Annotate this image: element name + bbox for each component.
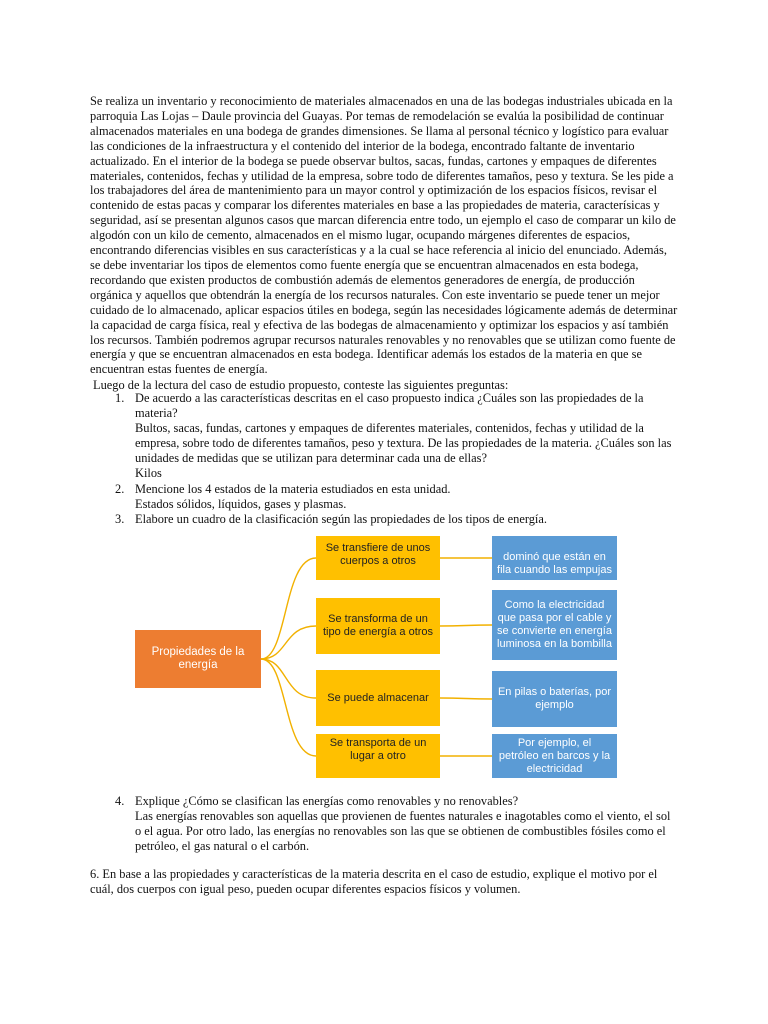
property-node: Se puede almacenar bbox=[316, 670, 440, 726]
connector-line bbox=[261, 558, 316, 659]
question-number: 4. bbox=[115, 794, 125, 808]
example-node: Como la electricidad que pasa por el cable y se convierte en energía luminosa en la bombilla bbox=[492, 590, 617, 660]
connector-line bbox=[261, 626, 316, 659]
question-6: 6. En base a las propiedades y características de la materia descrita en el caso de estudio, explique el motivo por el cuál, dos cuerpos con igual peso, pueden ocupar diferentes espacios físicos y volumen. bbox=[90, 867, 658, 896]
example-node: dominó que están en fila cuando las empujas bbox=[492, 536, 617, 580]
answer-text: Bultos, sacas, fundas, cartones y empaques de diferentes materiales, contenidos, fechas y utilidad de la empresa, sobre todo de diferentes tamaños, peso y textura. De las propiedades de la materia. ¿Cuáles son las unidades de medidas que se utilizan para determinar cada una de ellas? bbox=[135, 420, 672, 465]
example-node: Por ejemplo, el petróleo en barcos y la electricidad bbox=[492, 734, 617, 778]
property-node: Se transporta de un lugar a otro bbox=[316, 734, 440, 778]
answer-text: Estados sólidos, líquidos, gases y plasmas. bbox=[135, 496, 347, 511]
question-number: 3. bbox=[115, 512, 125, 526]
diagram-root-node: Propiedades de la energía bbox=[135, 630, 261, 688]
energy-properties-diagram bbox=[133, 534, 629, 778]
connector-line bbox=[261, 659, 316, 756]
property-node: Se transfiere de unos cuerpos a otros bbox=[316, 536, 440, 580]
question-text: De acuerdo a las características descritas en el caso propuesto indica ¿Cuáles son las propiedades de la materia? bbox=[135, 391, 644, 420]
question-text: Explique ¿Cómo se clasifican las energías como renovables y no renovables? bbox=[135, 794, 519, 808]
connector-line bbox=[261, 659, 316, 698]
question-text: Mencione los 4 estados de la materia estudiados en esta unidad. bbox=[135, 482, 451, 496]
intro-paragraph: Se realiza un inventario y reconocimiento de materiales almacenados en una de las bodegas industriales ubicada en la parroquia Las Lojas – Daule provincia del Guayas. Por temas de remodelación se evalúa la posibilidad de continuar almacenados materiales en una bodega de grandes dimensiones. Se llama al personal técnico y logístico para evaluar las condiciones de la infraestructura y el contenido del interior de la bodega, encontrado faltante de inventario actualizado. En el interior de la bodega se puede observar bultos, sacas, fundas, cartones y empaques de diferentes materiales, contenidos, fechas y utilidad de la empresa, sobre todo de diferentes tamaños, peso y textura. Se les pide a los trabajadores del área de mantenimiento para un mayor control y optimización de los espacios físicos, revisar el contenido de estas pacas y comparar los diferentes materiales en base a las propiedades de materia, caracterísicas y seguridad, así se presentan algunos casos que marcan diferencia entre todo, un ejemplo el caso de comparar un kilo de algodón con un kilo de cemento, almacenados en el mismo lugar, ocupando márgenes diferentes de espacios, encontrando diferencias visibles en sus características y a la cual se hace referencia al inicio del enunciado. Además, se debe inventariar los tipos de elementos como fuente energía que se encuentran almacenados en esta bodega, recordando que existen productos de combustión además de elementos generadores de energía, de producción orgánica y aquellos que obtendrán la energía de los recursos naturales. Con este inventario se puede tener un mejor cuidado de lo almacenado, aplicar espacios útiles en bodega, según las necesidades lógicamente además de determinar la capacidad de carga física, real y efectiva de las bodegas de almacenamiento y optimizar los espacios y así también los recursos. También podremos agrupar recursos naturales renovables y no renovables que se utilizan como fuente de energía y que se encuentran almacenados en esta bodega. Identificar además los estados de la materia en que se encuentran estas fuentes de energía. bbox=[90, 94, 678, 377]
question-number: 1. bbox=[115, 391, 125, 405]
connector-line bbox=[440, 625, 492, 626]
question-text: Elabore un cuadro de la clasificación según las propiedades de los tipos de energía. bbox=[135, 512, 547, 526]
lead-in: Luego de la lectura del caso de estudio propuesto, conteste las siguientes preguntas: bbox=[93, 378, 509, 392]
question-number: 2. bbox=[115, 482, 125, 496]
example-node: En pilas o baterías, por ejemplo bbox=[492, 671, 617, 727]
answer-text: Las energías renovables son aquellas que provienen de fuentes naturales e inagotables como el viento, el sol o el agua. Por otro lado, las energías no renovables son las que se obtienen de combustibles fósiles como el petróleo, el gas natural o el carbón. bbox=[135, 808, 671, 853]
connector-line bbox=[440, 698, 492, 699]
answer-text: Kilos bbox=[135, 465, 162, 480]
property-node: Se transforma de un tipo de energía a otros bbox=[316, 598, 440, 654]
